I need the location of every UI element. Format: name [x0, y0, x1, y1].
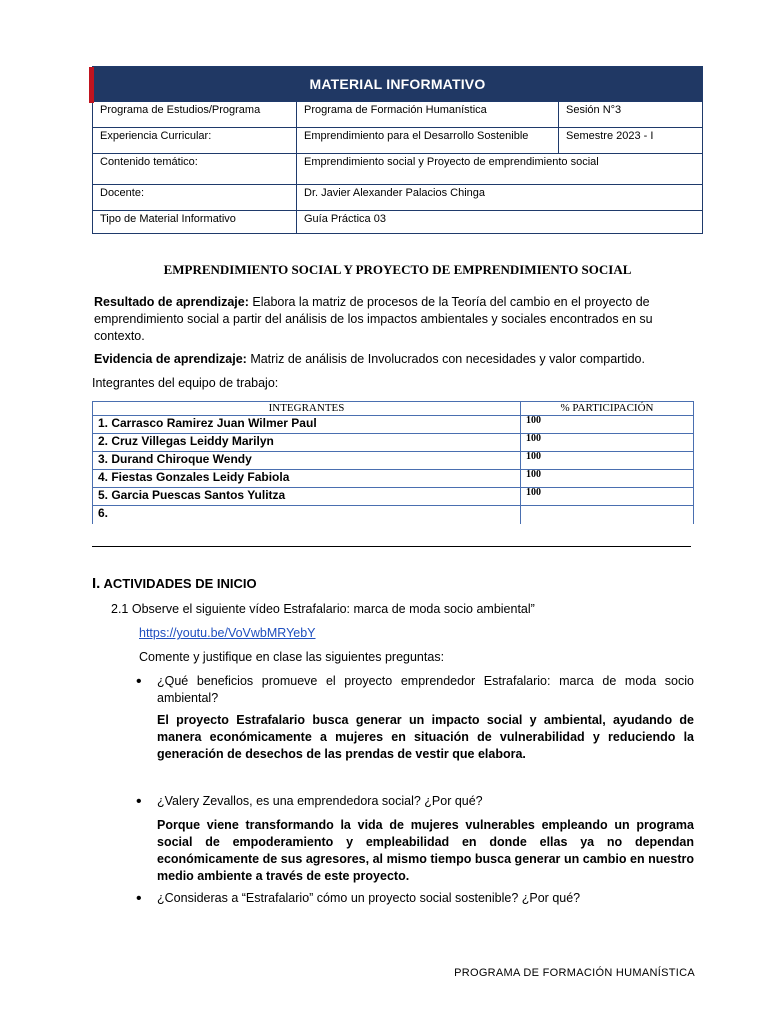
header-label: Programa de Estudios/Programa [100, 104, 261, 116]
evidencia-label: Evidencia de aprendizaje: [94, 352, 247, 366]
member-name: 5. Garcia Puescas Santos Yulitza [93, 488, 521, 506]
col-integrantes-header: INTEGRANTES [93, 402, 521, 416]
member-pct: 100 [521, 452, 694, 470]
resultado-paragraph [94, 294, 694, 345]
question-3: ¿Consideras a “Estrafalario” cómo un proyecto social sostenible? ¿Por qué? [157, 891, 581, 905]
member-pct: 100 [521, 488, 694, 506]
section-roman: I. [92, 575, 101, 592]
document-title: EMPRENDIMIENTO SOCIAL Y PROYECTO DE EMPRENDIMIENTO SOCIAL [163, 262, 632, 277]
member-name: 4. Fiestas Gonzales Leidy Fabiola [93, 470, 521, 488]
resultado-text: Elabora la matriz de procesos de la Teoría del cambio en el proyecto de emprendimiento social a partir del análisis de los impactos ambientales y sociales encontrados en su contexto. [94, 295, 653, 343]
header-value: Programa de Formación Humanística [296, 102, 558, 127]
bullet-icon: • [136, 673, 142, 690]
header-label: Tipo de Material Informativo [100, 213, 236, 225]
team-heading: Integrantes del equipo de trabajo: [92, 376, 279, 390]
col-participacion-header: % PARTICIPACIÓN [521, 402, 694, 416]
member-pct: 100 [521, 416, 694, 434]
horizontal-divider [92, 546, 691, 547]
question-2: ¿Valery Zevallos, es una emprendedora social? ¿Por qué? [157, 794, 483, 808]
member-pct [521, 506, 694, 524]
header-value: Emprendimiento para el Desarrollo Sostenible [296, 128, 558, 153]
answer-2: Porque viene transformando la vida de mujeres vulnerables empleando un programa social de empoderamiento y empleabilidad en donde ellas ya no dependan económicamente de sus agresores, al mismo tiempo busca generar un cambio en nuestro medio ambiente a través de este proyecto. [157, 818, 694, 883]
section-title: ACTIVIDADES DE INICIO [103, 576, 257, 591]
table-row [93, 434, 694, 452]
evidencia-text: Matriz de análisis de Involucrados con necesidades y valor compartido. [246, 352, 645, 366]
header-label: Experiencia Curricular: [100, 130, 212, 142]
header-extra: Sesión N°3 [558, 102, 702, 127]
header-value: Emprendimiento social y Proyecto de emprendimiento social [296, 154, 702, 184]
video-link-text[interactable]: https://youtu.be/VoVwbMRYebY [139, 626, 316, 640]
member-pct: 100 [521, 434, 694, 452]
header-label: Contenido temático: [100, 156, 198, 168]
resultado-label: Resultado de aprendizaje: [94, 295, 249, 309]
answer-1: El proyecto Estrafalario busca generar un impacto social y ambiental, ayudando de manera económicamente a mujeres en situación de vulnerabilidad y reduciendo la generación de desechos de las prendas de vestir que elabora. [157, 713, 694, 761]
instruction-text: Comente y justifique en clase las siguientes preguntas: [139, 650, 445, 664]
header-accent-bar [89, 67, 94, 103]
video-link[interactable] [139, 625, 316, 642]
member-name: 1. Carrasco Ramirez Juan Wilmer Paul [93, 416, 521, 434]
header-title: MATERIAL INFORMATIVO [93, 67, 702, 101]
header-value: Dr. Javier Alexander Palacios Chinga [296, 185, 702, 210]
header-label: Docente: [100, 187, 145, 199]
header-table [92, 66, 703, 234]
section-heading [92, 575, 257, 592]
header-row-programa [93, 101, 702, 127]
table-row [93, 452, 694, 470]
header-value: Guía Práctica 03 [296, 211, 702, 233]
footer-program: PROGRAMA DE FORMACIÓN HUMANÍSTICA [454, 967, 695, 979]
table-row [93, 470, 694, 488]
bullet-icon: • [136, 890, 142, 907]
evidencia-paragraph [94, 351, 694, 368]
member-name: 6. [93, 506, 521, 524]
table-row [93, 506, 694, 524]
member-name: 2. Cruz Villegas Leiddy Marilyn [93, 434, 521, 452]
header-row-tipo [93, 210, 702, 233]
header-row-experiencia [93, 127, 702, 153]
table-row [93, 416, 694, 434]
team-header-row [93, 402, 694, 416]
member-pct: 100 [521, 470, 694, 488]
member-name: 3. Durand Chiroque Wendy [93, 452, 521, 470]
team-table [92, 401, 694, 524]
activity-item: 2.1 Observe el siguiente vídeo Estrafalario: marca de moda socio ambiental” [111, 602, 535, 616]
header-row-contenido [93, 153, 702, 184]
bullet-icon: • [136, 793, 142, 810]
question-1: ¿Qué beneficios promueve el proyecto emprendedor Estrafalario: marca de moda socio ambiental? [157, 674, 694, 705]
table-row [93, 488, 694, 506]
header-extra: Semestre 2023 - I [558, 128, 702, 153]
header-row-docente [93, 184, 702, 210]
